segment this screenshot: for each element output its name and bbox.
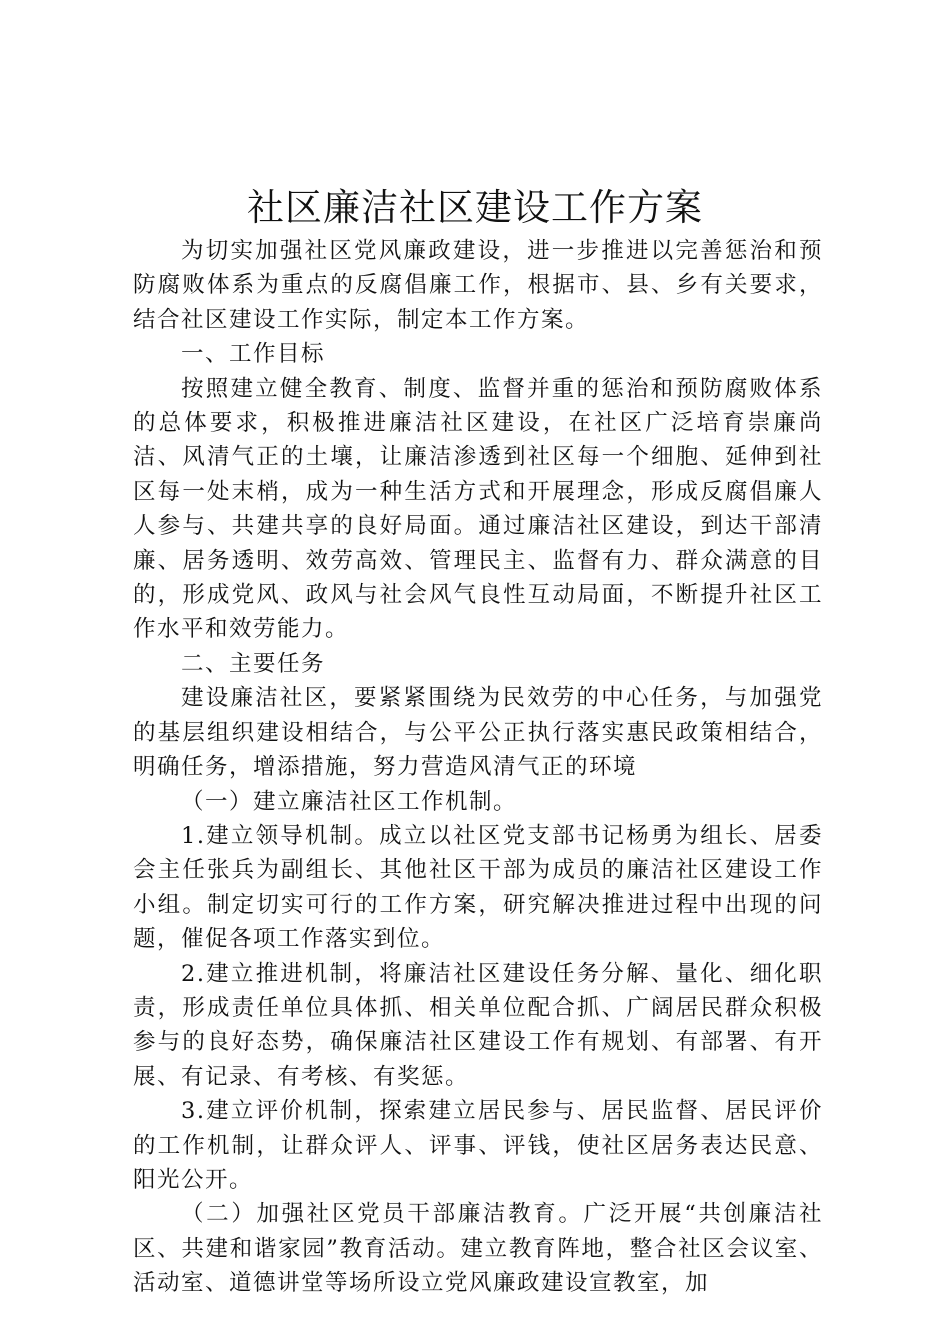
education-paragraph: （二）加强社区党员干部廉洁教育。广泛开展“共创廉洁社区、共建和谐家园”教育活动。建立教育阵地，整合社区会议室、活动室、道德讲堂等场所设立党风廉政建设宣教室，加	[133, 1201, 823, 1297]
subsection-heading-mechanism: （一）建立廉洁社区工作机制。	[181, 788, 518, 815]
document-body	[133, 234, 823, 1301]
list-item-evaluation: 3.建立评价机制，探索建立居民参与、居民监督、居民评价的工作机制，让群众评人、评事、评钱，使社区居务表达民意、阳光公开。	[133, 1098, 823, 1193]
section-heading-goals: 一、工作目标	[181, 341, 326, 368]
goals-paragraph: 按照建立健全教育、制度、监督并重的惩治和预防腐败体系的总体要求，积极推进廉洁社区建设，在社区广泛培育崇廉尚洁、风清气正的土壤，让廉洁渗透到社区每一个细胞、延伸到社区每一处末梢，成为一种生活方式和开展理念，形成反腐倡廉人人参与、共建共享的良好局面。通过廉洁社区建设，到达干部清廉、居务透明、效劳高效、管理民主、监督有力、群众满意的目的，形成党风、政风与社会风气良性互动局面，不断提升社区工作水平和效劳能力。	[133, 375, 823, 643]
section-heading-tasks: 二、主要任务	[181, 650, 326, 677]
list-item-promotion: 2.建立推进机制，将廉洁社区建设任务分解、量化、细化职责，形成责任单位具体抓、相关单位配合抓、广阔居民群众积极参与的良好态势，确保廉洁社区建设工作有规划、有部署、有开展、有记录、有考核、有奖惩。	[133, 960, 823, 1090]
intro-paragraph: 为切实加强社区党风廉政建设，进一步推进以完善惩治和预防腐败体系为重点的反腐倡廉工作，根据市、县、乡有关要求，结合社区建设工作实际，制定本工作方案。	[133, 238, 823, 333]
tasks-paragraph: 建设廉洁社区，要紧紧围绕为民效劳的中心任务，与加强党的基层组织建设相结合，与公平公正执行落实惠民政策相结合，明确任务，增添措施，努力营造风清气正的环境	[133, 685, 823, 781]
list-item-leadership: 1.建立领导机制。成立以社区党支部书记杨勇为组长、居委会主任张兵为副组长、其他社区干部为成员的廉洁社区建设工作小组。制定切实可行的工作方案，研究解决推进过程中出现的问题，催促各项工作落实到位。	[133, 822, 823, 953]
document-title: 社区廉洁社区建设工作方案	[247, 186, 703, 229]
